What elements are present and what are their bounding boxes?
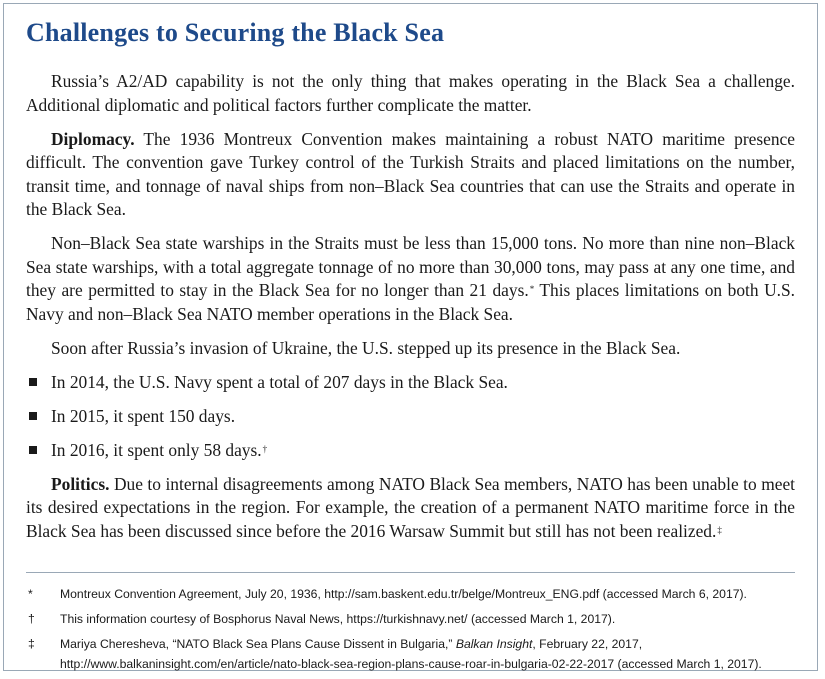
list-item-text: In 2015, it spent 150 days. [51,405,236,426]
footnote-ref-dagger[interactable]: † [262,443,268,454]
diplomacy-heading: Diplomacy. [51,128,135,149]
list-item-text: In 2014, the U.S. Navy spent a total of 207 days in the Black Sea. [51,371,508,392]
bullet-list [26,371,795,463]
footnote-mark: * [28,587,33,601]
square-bullet-icon [29,412,37,420]
footnote-mark: † [28,612,35,626]
footnote-text: Montreux Convention Agreement, July 20, 1936, http://sam.baskent.edu.tr/belge/Montreux_ENG.pdf (accessed March 6, 2017). [60,587,747,601]
warships-paragraph [26,232,795,326]
footnote-divider [26,572,795,573]
footnote-ref-double-dagger[interactable]: ‡ [717,524,722,535]
footnote [26,584,795,604]
list-item [26,439,795,463]
diplomacy-paragraph [26,128,795,222]
square-bullet-icon [29,378,37,386]
footnote-ref-star[interactable]: * [529,284,535,294]
diplomacy-text: The 1936 Montreux Convention makes maintaining a robust NATO maritime presence difficult. The convention gave Turkey control of the Turkish Straits and placed limitations on the number, transit time, and tonnage of naval ships from non–Black Sea countries that can use the Straits and operate in the Black Sea. [26,128,795,219]
sidebar-box [3,3,818,671]
footnote-text: This information courtesy of Bosphorus Naval News, https://turkishnavy.net/ (accessed March 1, 2017). [60,612,616,626]
politics-heading: Politics. [51,473,110,494]
footnote-mark: ‡ [28,637,35,651]
intro-paragraph: Russia’s A2/AD capability is not the only thing that makes operating in the Black Sea a challenge. Additional diplomatic and political factors further complicate the matter. [26,71,795,115]
presence-paragraph: Soon after Russia’s invasion of Ukraine, the U.S. stepped up its presence in the Black Sea. [51,337,681,358]
warships-text-2: This places limitations on both U.S. Navy and non–Black Sea NATO member operations in the Black Sea. [26,280,795,324]
list-item-text: In 2016, it spent only 58 days. [51,439,262,460]
politics-text: Due to internal disagreements among NATO Black Sea members, NATO has been unable to meet its desired expectations in the region. For example, the creation of a permanent NATO maritime force in the Black Sea has been discussed since before the 2016 Warsaw Summit but still has not been realized. [26,473,795,541]
list-item [26,371,795,395]
footnote [26,609,795,629]
footnote [26,634,795,674]
footnotes [26,584,795,679]
article-body [26,70,795,554]
footnote-source-title: Balkan Insight [455,637,533,651]
footnote-text-pre: Mariya Cheresheva, “NATO Black Sea Plans Cause Dissent in Bulgaria,” [60,637,456,651]
politics-paragraph [26,473,795,544]
footnote-text-post: , February 22, 2017, http://www.balkaninsight.com/en/article/nato-black-sea-region-plans-cause-roar-in-bulgaria-02-22-2017 (accessed March 1, 2017). [60,637,762,671]
warships-text: Non–Black Sea state warships in the Straits must be less than 15,000 tons. No more than nine non–Black Sea state warships, with a total aggregate tonnage of no more than 30,000 tons, may pass at any one time, and they are permitted to stay in the Black Sea for no longer than 21 days. [26,233,795,300]
page-title: Challenges to Securing the Black Sea [26,18,445,47]
square-bullet-icon [29,446,37,454]
list-item [26,405,795,429]
